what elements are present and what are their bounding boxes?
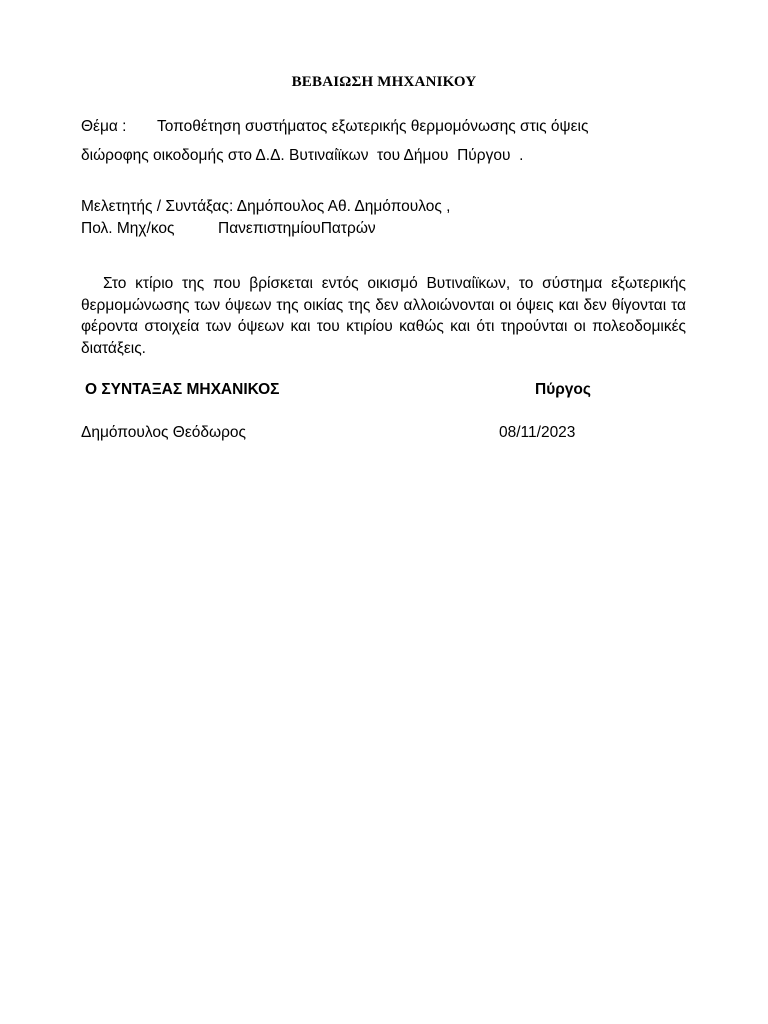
subject-label: Θέμα : <box>81 118 127 135</box>
subject-text-line1: Τοποθέτηση συστήματος εξωτερικής θερμομόνωσης στις όψεις <box>157 118 589 135</box>
author-university: ΠανεπιστημίουΠατρών <box>218 220 376 237</box>
author-profession: Πολ. Μηχ/κος <box>81 220 175 237</box>
signatory-name: Δημόπουλος Θεόδωρος <box>81 424 247 441</box>
subject-line <box>81 118 588 136</box>
author-line: Μελετητής / Συντάξας: Δημόπουλος Αθ. Δημόπουλος , <box>81 198 451 215</box>
certification-paragraph: Στο κτίριο της που βρίσκεται εντός οικισμό Βυτιναίϊκων, το σύστημα εξωτερικής θερμομώνωσης των όψεων της οικίας της δεν αλλοιώνονται οι όψεις και δεν θίγονται τα φέροντα στοιχεία των όψεων και του κτιρίου καθώς και ότι τηρούνται οι πολεοδομικές διατάξεις. <box>81 275 686 357</box>
document-title: ΒΕΒΑΙΩΣΗ ΜΗΧΑΝΙΚΟΥ <box>291 74 477 90</box>
author-credentials-line <box>81 220 376 238</box>
signatory-title: Ο ΣΥΝΤΑΞΑΣ ΜΗΧΑΝΙΚΟΣ <box>85 381 280 398</box>
subject-text-line2: διώροφης οικοδομής στο Δ.Δ. Βυτιναίϊκων του Δήμου Πύργου . <box>81 147 524 164</box>
signature-date: 08/11/2023 <box>499 424 576 441</box>
signature-place: Πύργος <box>535 381 591 398</box>
